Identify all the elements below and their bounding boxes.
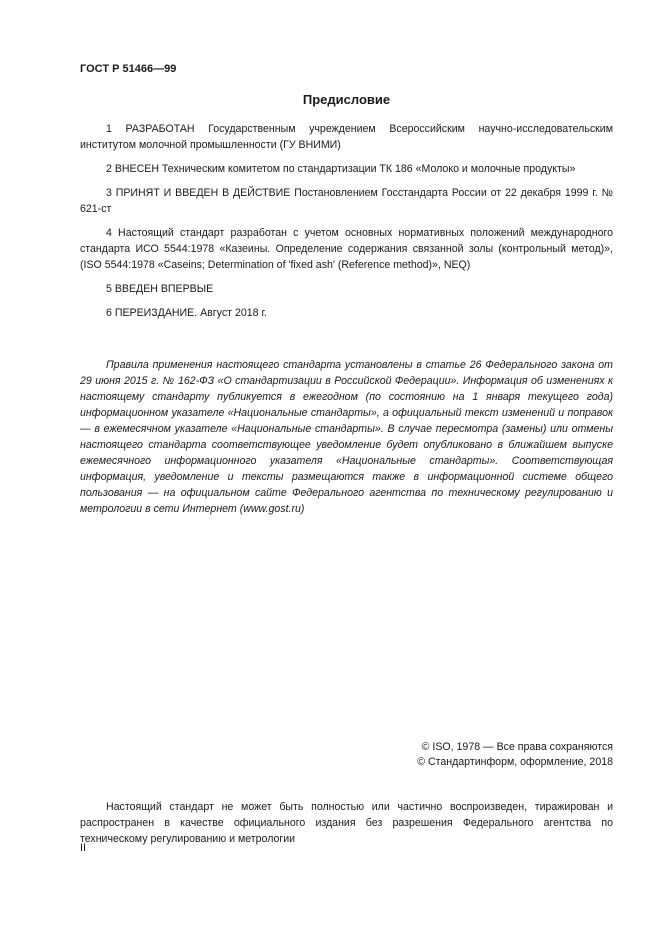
page-title: Предисловие [302,92,391,107]
preface-item-1: 1 РАЗРАБОТАН Государственным учреждением Всероссийским научно-исследовательским институтом молочной промышленности (ГУ ВНИМИ) [80,123,613,151]
copyright-standartinform: © Стандартинформ, оформление, 2018 [417,756,613,768]
preface-item-4: 4 Настоящий стандарт разработан с учетом основных нормативных положений международного стандарта ИСО 5544:1978 «Казеины. Определение содержания связанной золы (контрольный метод)», (ISO 5544:1978 «Caseins; Determination of 'fixed ash' (Reference method)», NEQ) [80,227,613,271]
copyright-iso: © ISO, 1978 — Все права сохраняются [421,741,613,753]
preface-item-3: 3 ПРИНЯТ И ВВЕДЕН В ДЕЙСТВИЕ Постановлением Госстандарта России от 22 декабря 1999 г. № 621-ст [80,187,613,215]
preface-item-2: 2 ВНЕСЕН Техническим комитетом по стандартизации ТК 186 «Молоко и молочные продукты» [106,163,576,175]
document-code: ГОСТ Р 51466—99 [80,63,177,75]
reproduction-notice: Настоящий стандарт не может быть полностью или частично воспроизведен, тиражирован и распространен в качестве официального издания без разрешения Федерального агентства по техническому регулированию и метрологии [80,801,613,845]
preface-item-5: 5 ВВЕДЕН ВПЕРВЫЕ [106,283,214,295]
preface-item-6: 6 ПЕРЕИЗДАНИЕ. Август 2018 г. [106,307,267,319]
standard-application-note: Правила применения настоящего стандарта установлены в статье 26 Федерального закона от 29 июня 2015 г. № 162-ФЗ «О стандартизации в Российской Федерации». Информация об изменениях к настоящему стандарту публикуется в ежегодном (по состоянию на 1 января текущего года) информационном указателе «Национальные стандарты», а официальный текст изменений и поправок — в ежемесячном указателе «Национальные стандарты». В случае пересмотра (замены) или отмены настоящего стандарта соответствующее уведомление будет опубликовано в ближайшем выпуске ежемесячного информационного указателя «Национальные стандарты». Соответствующая информация, уведомление и тексты размещаются также в информационной системе общего пользования — на официальном сайте Федерального агентства по техническому регулированию и метрологии в сети Интернет (www.gost.ru) [80,359,613,515]
page-number: II [80,842,86,854]
